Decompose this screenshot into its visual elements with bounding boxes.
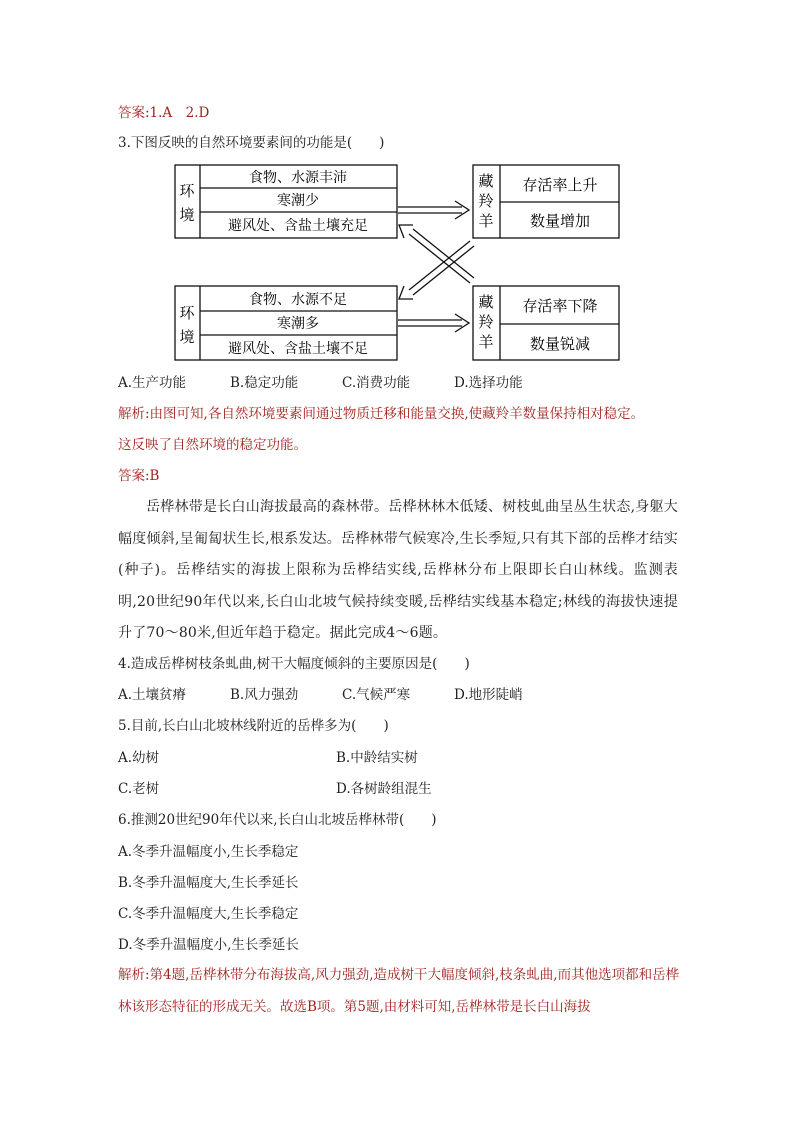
antelope-label-bad-1: 藏 <box>478 293 494 311</box>
analysis-4-6: 解析:第4题,岳桦林带分布海拔高,风力强劲,造成树干大幅度倾斜,枝条虬曲,而其他选项都和岳桦林该形态特征的形成无关。故选B项。第5题,由材料可知,岳桦林带是长白山海拔 <box>118 967 680 1015</box>
q3-option-c: C.消费功能 <box>342 375 411 391</box>
question-4-stem: 4.造成岳桦树枝条虬曲,树干大幅度倾斜的主要原因是( ) <box>118 656 470 672</box>
q6-option-a: A.冬季升温幅度小,生长季稳定 <box>118 844 299 860</box>
bad-env-cold: 寒潮多 <box>277 316 319 332</box>
antelope-label-good-3: 羊 <box>478 212 494 230</box>
arrow-cross-down <box>399 241 474 299</box>
q4-option-b: B.风力强劲 <box>230 687 299 703</box>
q6-option-c: C.冬季升温幅度大,生长季稳定 <box>118 906 299 922</box>
q3-answer: 答案:B <box>118 468 160 484</box>
antelope-label-bad-3: 羊 <box>478 333 494 351</box>
antelope-label-good-2: 羚 <box>478 192 494 210</box>
env-label-bad-2: 境 <box>179 328 195 346</box>
q5-option-c: C.老树 <box>118 781 160 797</box>
q5-option-b: B.中龄结实树 <box>336 750 418 766</box>
q3-analysis-line-1: 解析:由图可知,各自然环境要素间通过物质迁移和能量交换,使藏羚羊数量保持相对稳定。 <box>118 406 645 422</box>
bad-env-food: 食物、水源不足 <box>249 292 347 308</box>
q4-option-c: C.气候严寒 <box>342 687 411 703</box>
env-label-good-1: 环 <box>179 182 195 200</box>
q3-option-a: A.生产功能 <box>118 375 187 391</box>
question-3-stem: 3.下图反映的自然环境要素间的功能是( ) <box>118 135 385 151</box>
q3-option-d: D.选择功能 <box>454 375 523 391</box>
good-env-food: 食物、水源丰沛 <box>249 170 347 186</box>
question-5-stem: 5.目前,长白山北坡林线附近的岳桦多为( ) <box>118 718 389 734</box>
q6-option-d: D.冬季升温幅度小,生长季延长 <box>118 937 299 953</box>
arrow-cross-up <box>399 225 474 283</box>
arrow-good-to-good <box>398 201 469 219</box>
good-env-shelter: 避风处、含盐土壤充足 <box>228 218 368 234</box>
env-label-good-2: 境 <box>179 206 195 224</box>
q5-option-a: A.幼树 <box>118 750 160 766</box>
material-paragraph: 岳桦林带是长白山海拔最高的森林带。岳桦林林木低矮、树枝虬曲呈丛生状态,身躯大幅度倾斜,呈匍匐状生长,根系发达。岳桦林带气候寒冷,生长季短,只有其下部的岳桦才结实(种子)。岳桦结实的海拔上限称为岳桦结实线,岳桦林分布上限即长白山林线。监测表明,20世纪90年代以来,长白山北坡气候持续变暖,岳桦结实线基本稳定;林线的海拔快速提升了70～80米,但近年趋于稳定。据此完成4～6题。 <box>118 499 678 641</box>
good-population: 数量增加 <box>529 212 591 230</box>
q6-option-b: B.冬季升温幅度大,生长季延长 <box>118 875 299 891</box>
bad-population: 数量锐减 <box>529 335 591 353</box>
good-survival: 存活率上升 <box>522 176 598 194</box>
q4-option-a: A.土壤贫瘠 <box>118 687 187 703</box>
q3-analysis-line-2: 这反映了自然环境的稳定功能。 <box>118 437 307 453</box>
question-6-stem: 6.推测20世纪90年代以来,长白山北坡岳桦林带( ) <box>118 812 437 828</box>
q4-option-d: D.地形陡峭 <box>454 687 523 703</box>
environment-antelope-diagram <box>172 163 624 363</box>
antelope-label-good-1: 藏 <box>478 172 494 190</box>
good-env-cold: 寒潮少 <box>277 193 319 209</box>
q5-option-d: D.各树龄组混生 <box>336 781 432 797</box>
arrow-bad-to-bad <box>398 314 469 332</box>
q3-option-b: B.稳定功能 <box>230 375 299 391</box>
answer-1-2: 答案:1.A 2.D <box>118 105 210 121</box>
bad-env-shelter: 避风处、含盐土壤不足 <box>228 341 368 357</box>
env-label-bad-1: 环 <box>179 304 195 322</box>
bad-survival: 存活率下降 <box>522 297 598 315</box>
antelope-label-bad-2: 羚 <box>478 313 494 331</box>
